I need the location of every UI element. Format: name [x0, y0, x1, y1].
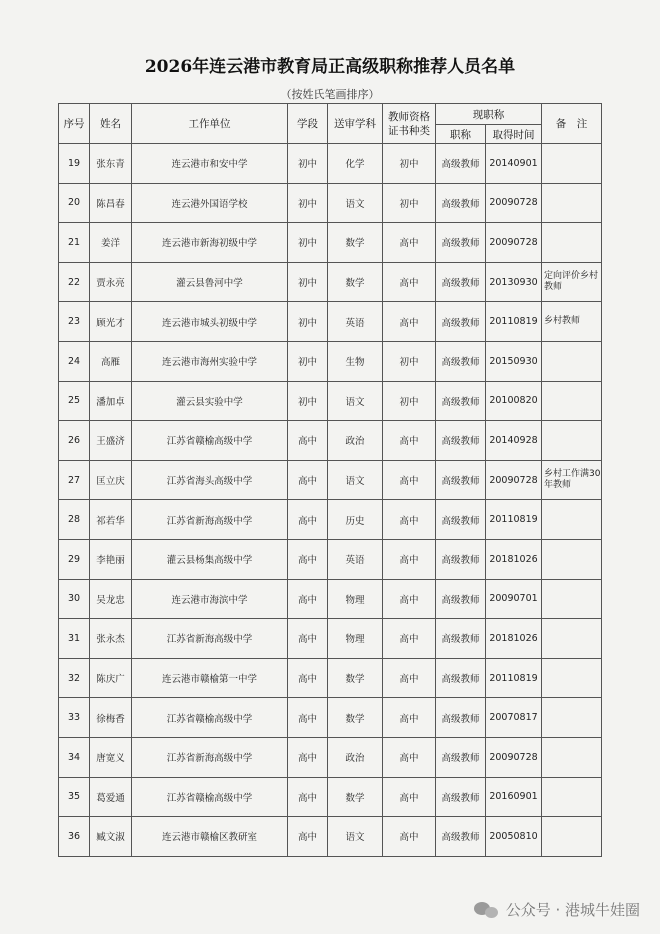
- cell-note: [542, 223, 602, 263]
- cell-name: 唐宽义: [90, 737, 132, 777]
- cell-note: [542, 381, 602, 421]
- cell-cert: 高中: [383, 460, 436, 500]
- table-row: [59, 737, 602, 777]
- cell-date: 20090728: [486, 223, 542, 263]
- cell-stage: 高中: [288, 500, 328, 540]
- cell-title: 高级教师: [436, 421, 486, 461]
- cell-name: 吴龙忠: [90, 579, 132, 619]
- cell-cert: 高中: [383, 302, 436, 342]
- cell-note: [542, 698, 602, 738]
- cell-note: [542, 777, 602, 817]
- cell-note: [542, 619, 602, 659]
- cell-note: 乡村教师: [542, 302, 602, 342]
- header-note: 备 注: [542, 104, 602, 144]
- cell-seq: 23: [59, 302, 90, 342]
- cell-name: 顾光才: [90, 302, 132, 342]
- cell-title: 高级教师: [436, 183, 486, 223]
- cell-title: 高级教师: [436, 381, 486, 421]
- table-row: [59, 421, 602, 461]
- header-date: 取得时间: [486, 125, 542, 144]
- cell-date: 20090728: [486, 183, 542, 223]
- cell-date: 20110819: [486, 500, 542, 540]
- cell-date: 20130930: [486, 262, 542, 302]
- cell-date: 20150930: [486, 341, 542, 381]
- cell-title: 高级教师: [436, 144, 486, 184]
- cell-title: 高级教师: [436, 341, 486, 381]
- cell-cert: 初中: [383, 341, 436, 381]
- table-row: [59, 698, 602, 738]
- cell-cert: 初中: [383, 144, 436, 184]
- cell-subject: 语文: [328, 460, 383, 500]
- table-row: [59, 579, 602, 619]
- watermark-text: 公众号 · 港城牛娃圈: [505, 901, 640, 919]
- cell-cert: 高中: [383, 817, 436, 857]
- cell-unit: 江苏省新海高级中学: [132, 619, 288, 659]
- cell-subject: 数学: [328, 262, 383, 302]
- cell-unit: 连云港市赣榆第一中学: [132, 658, 288, 698]
- cell-stage: 高中: [288, 460, 328, 500]
- cell-title: 高级教师: [436, 302, 486, 342]
- header-title: 职称: [436, 125, 486, 144]
- cell-subject: 数学: [328, 658, 383, 698]
- header-seq: 序号: [59, 104, 90, 144]
- table-row: [59, 262, 602, 302]
- cell-date: 20100820: [486, 381, 542, 421]
- header-stage: 学段: [288, 104, 328, 144]
- cell-name: 张永杰: [90, 619, 132, 659]
- cell-title: 高级教师: [436, 817, 486, 857]
- header-unit: 工作单位: [132, 104, 288, 144]
- cell-cert: 高中: [383, 777, 436, 817]
- cell-title: 高级教师: [436, 500, 486, 540]
- cell-note: [542, 579, 602, 619]
- cell-seq: 31: [59, 619, 90, 659]
- watermark: [474, 899, 640, 920]
- cell-date: 20070817: [486, 698, 542, 738]
- cell-cert: 高中: [383, 619, 436, 659]
- cell-unit: 连云港市海滨中学: [132, 579, 288, 619]
- cell-subject: 数学: [328, 223, 383, 263]
- recommendation-table: [58, 103, 602, 857]
- cell-seq: 22: [59, 262, 90, 302]
- cell-note: [542, 341, 602, 381]
- cell-note: [542, 421, 602, 461]
- cell-date: 20050810: [486, 817, 542, 857]
- cell-seq: 27: [59, 460, 90, 500]
- table-body: [59, 144, 602, 857]
- cell-date: 20181026: [486, 619, 542, 659]
- header-subject: 送审学科: [328, 104, 383, 144]
- table-row: [59, 223, 602, 263]
- header-cert: 教师资格证书种类: [383, 104, 436, 144]
- cell-name: 高雁: [90, 341, 132, 381]
- cell-date: 20181026: [486, 539, 542, 579]
- cell-name: 潘加卓: [90, 381, 132, 421]
- cell-stage: 初中: [288, 262, 328, 302]
- table-row: [59, 341, 602, 381]
- cell-cert: 高中: [383, 421, 436, 461]
- cell-note: [542, 658, 602, 698]
- cell-cert: 高中: [383, 539, 436, 579]
- cell-date: 20110819: [486, 658, 542, 698]
- cell-seq: 29: [59, 539, 90, 579]
- cell-unit: 江苏省赣榆高级中学: [132, 421, 288, 461]
- cell-seq: 28: [59, 500, 90, 540]
- cell-name: 臧文淑: [90, 817, 132, 857]
- cell-seq: 24: [59, 341, 90, 381]
- cell-unit: 江苏省赣榆高级中学: [132, 777, 288, 817]
- cell-cert: 高中: [383, 223, 436, 263]
- cell-seq: 36: [59, 817, 90, 857]
- table-row: [59, 539, 602, 579]
- cell-unit: 灌云县实验中学: [132, 381, 288, 421]
- cell-subject: 化学: [328, 144, 383, 184]
- document-subtitle: （按姓氏笔画排序）: [280, 88, 380, 101]
- cell-title: 高级教师: [436, 698, 486, 738]
- cell-title: 高级教师: [436, 658, 486, 698]
- cell-date: 20090728: [486, 737, 542, 777]
- cell-seq: 26: [59, 421, 90, 461]
- cell-seq: 35: [59, 777, 90, 817]
- cell-date: 20140928: [486, 421, 542, 461]
- cell-stage: 初中: [288, 223, 328, 263]
- cell-note: [542, 500, 602, 540]
- cell-title: 高级教师: [436, 777, 486, 817]
- cell-cert: 高中: [383, 579, 436, 619]
- cell-date: 20110819: [486, 302, 542, 342]
- cell-stage: 高中: [288, 817, 328, 857]
- table-row: [59, 777, 602, 817]
- cell-unit: 灌云县杨集高级中学: [132, 539, 288, 579]
- cell-title: 高级教师: [436, 223, 486, 263]
- cell-subject: 数学: [328, 698, 383, 738]
- cell-seq: 25: [59, 381, 90, 421]
- cell-name: 贾永亮: [90, 262, 132, 302]
- cell-note: [542, 144, 602, 184]
- cell-cert: 高中: [383, 500, 436, 540]
- cell-unit: 连云港市城头初级中学: [132, 302, 288, 342]
- wechat-icon: [474, 901, 500, 919]
- cell-cert: 高中: [383, 658, 436, 698]
- cell-cert: 初中: [383, 183, 436, 223]
- table-row: [59, 381, 602, 421]
- cell-name: 李艳丽: [90, 539, 132, 579]
- cell-subject: 政治: [328, 421, 383, 461]
- cell-title: 高级教师: [436, 737, 486, 777]
- document-title: 2026年连云港市教育局正高级职称推荐人员名单: [144, 57, 516, 77]
- header-current-title: 现职称: [436, 104, 542, 125]
- cell-unit: 江苏省赣榆高级中学: [132, 698, 288, 738]
- cell-stage: 高中: [288, 579, 328, 619]
- cell-subject: 语文: [328, 817, 383, 857]
- cell-cert: 初中: [383, 381, 436, 421]
- cell-title: 高级教师: [436, 579, 486, 619]
- cell-stage: 初中: [288, 341, 328, 381]
- cell-cert: 高中: [383, 737, 436, 777]
- cell-subject: 语文: [328, 381, 383, 421]
- cell-stage: 初中: [288, 144, 328, 184]
- table-row: [59, 302, 602, 342]
- cell-unit: 连云港市和安中学: [132, 144, 288, 184]
- cell-title: 高级教师: [436, 619, 486, 659]
- table-row: [59, 817, 602, 857]
- cell-unit: 连云港外国语学校: [132, 183, 288, 223]
- cell-seq: 32: [59, 658, 90, 698]
- table-row: [59, 500, 602, 540]
- cell-stage: 初中: [288, 381, 328, 421]
- cell-seq: 33: [59, 698, 90, 738]
- table-row: [59, 619, 602, 659]
- table-row: [59, 183, 602, 223]
- cell-note: 定向评价乡村教师: [542, 262, 602, 302]
- cell-name: 匡立庆: [90, 460, 132, 500]
- cell-name: 葛爱通: [90, 777, 132, 817]
- cell-note: [542, 737, 602, 777]
- cell-unit: 连云港市海州实验中学: [132, 341, 288, 381]
- cell-date: 20140901: [486, 144, 542, 184]
- cell-stage: 高中: [288, 737, 328, 777]
- cell-title: 高级教师: [436, 539, 486, 579]
- cell-stage: 高中: [288, 421, 328, 461]
- cell-name: 陈昌春: [90, 183, 132, 223]
- cell-cert: 高中: [383, 262, 436, 302]
- cell-name: 王盛济: [90, 421, 132, 461]
- cell-subject: 政治: [328, 737, 383, 777]
- cell-unit: 江苏省新海高级中学: [132, 500, 288, 540]
- cell-name: 姜洋: [90, 223, 132, 263]
- cell-note: 乡村工作满30年教师: [542, 460, 602, 500]
- cell-subject: 英语: [328, 539, 383, 579]
- cell-cert: 高中: [383, 698, 436, 738]
- cell-subject: 历史: [328, 500, 383, 540]
- cell-title: 高级教师: [436, 262, 486, 302]
- cell-subject: 数学: [328, 777, 383, 817]
- cell-title: 高级教师: [436, 460, 486, 500]
- cell-seq: 30: [59, 579, 90, 619]
- cell-note: [542, 183, 602, 223]
- cell-subject: 物理: [328, 619, 383, 659]
- header-name: 姓名: [90, 104, 132, 144]
- cell-stage: 高中: [288, 658, 328, 698]
- cell-note: [542, 539, 602, 579]
- cell-date: 20160901: [486, 777, 542, 817]
- cell-stage: 高中: [288, 539, 328, 579]
- cell-note: [542, 817, 602, 857]
- cell-seq: 34: [59, 737, 90, 777]
- cell-unit: 连云港市赣榆区教研室: [132, 817, 288, 857]
- cell-unit: 江苏省新海高级中学: [132, 737, 288, 777]
- cell-name: 张东青: [90, 144, 132, 184]
- cell-seq: 21: [59, 223, 90, 263]
- cell-name: 祁若华: [90, 500, 132, 540]
- cell-seq: 19: [59, 144, 90, 184]
- cell-stage: 初中: [288, 302, 328, 342]
- cell-unit: 灌云县鲁河中学: [132, 262, 288, 302]
- table-row: [59, 658, 602, 698]
- cell-stage: 高中: [288, 698, 328, 738]
- cell-subject: 语文: [328, 183, 383, 223]
- cell-subject: 物理: [328, 579, 383, 619]
- cell-stage: 初中: [288, 183, 328, 223]
- table-row: [59, 460, 602, 500]
- cell-seq: 20: [59, 183, 90, 223]
- cell-unit: 连云港市新海初级中学: [132, 223, 288, 263]
- cell-name: 陈庆广: [90, 658, 132, 698]
- cell-unit: 江苏省海头高级中学: [132, 460, 288, 500]
- cell-subject: 生物: [328, 341, 383, 381]
- cell-date: 20090728: [486, 460, 542, 500]
- cell-stage: 高中: [288, 619, 328, 659]
- cell-subject: 英语: [328, 302, 383, 342]
- cell-name: 徐梅香: [90, 698, 132, 738]
- cell-stage: 高中: [288, 777, 328, 817]
- cell-date: 20090701: [486, 579, 542, 619]
- table-row: [59, 144, 602, 184]
